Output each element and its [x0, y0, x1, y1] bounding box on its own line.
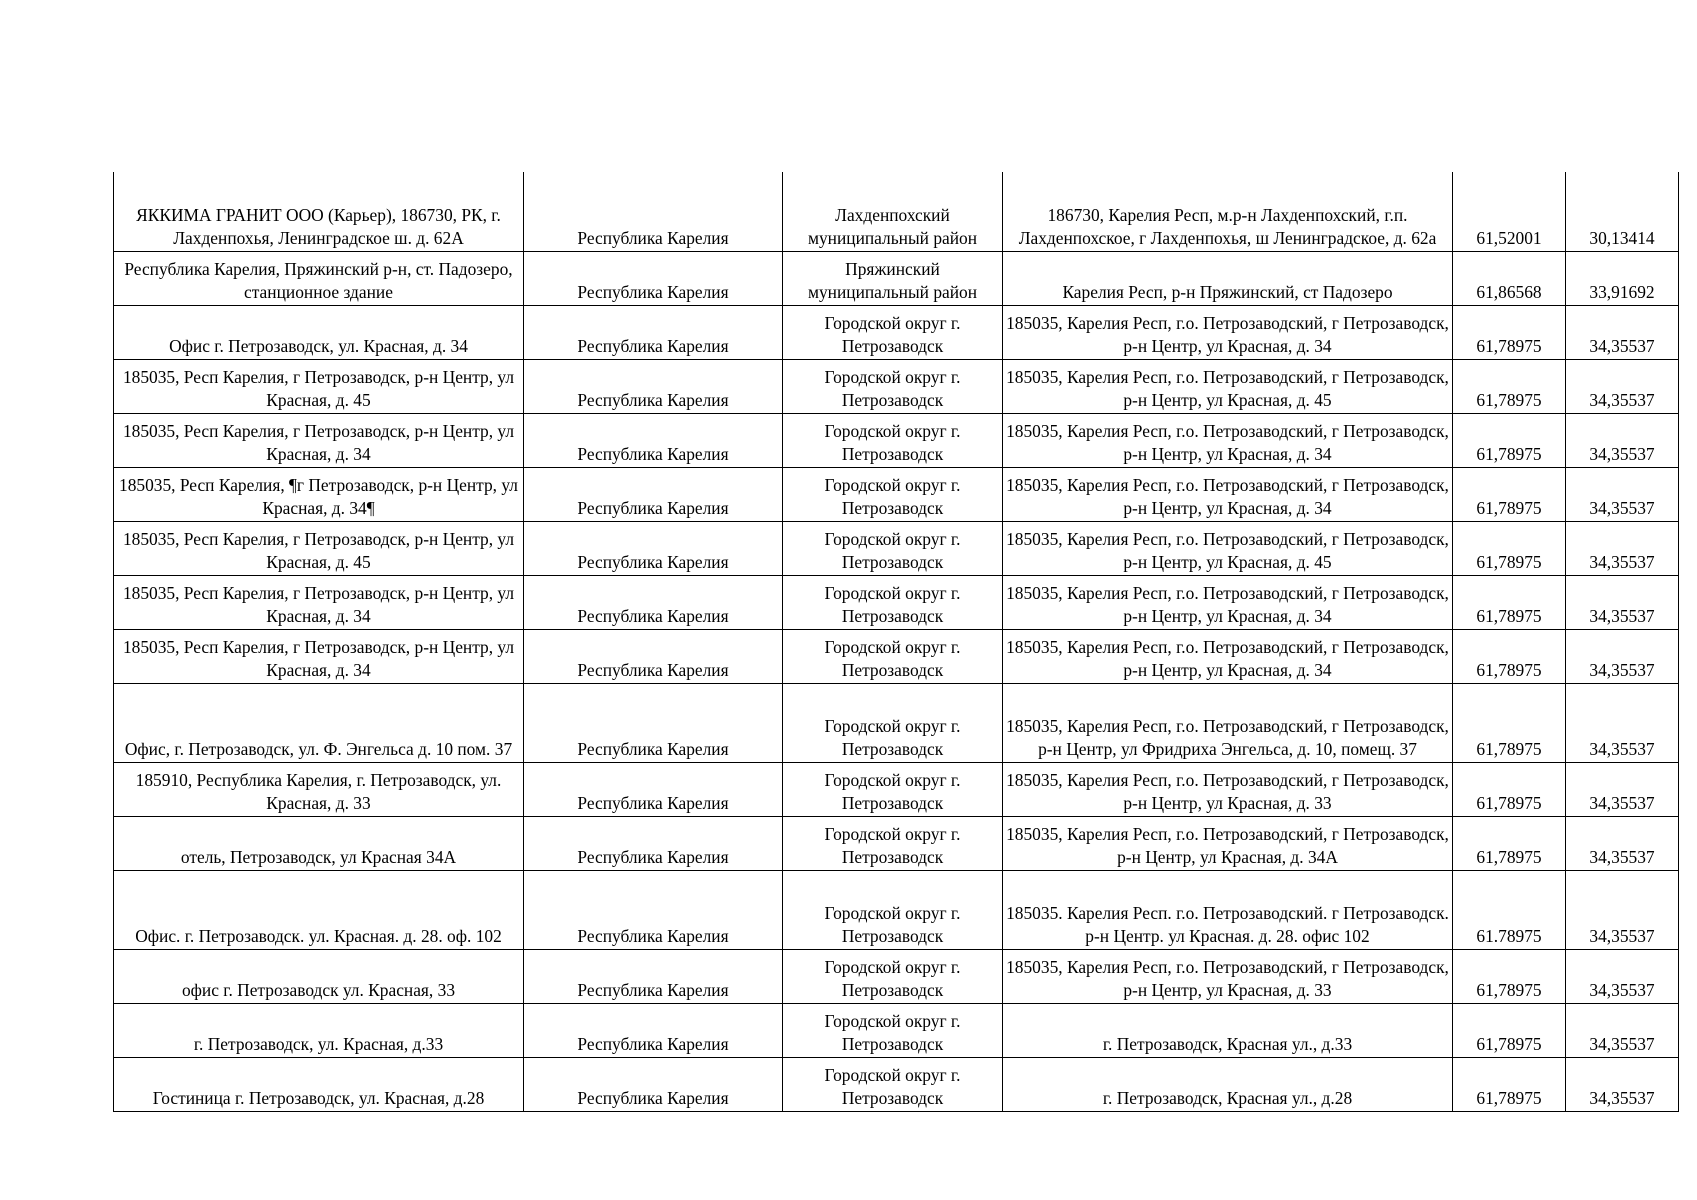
table-row	[114, 360, 1679, 414]
address-cell: 185035, Карелия Респ, г.о. Петрозаводский, г Петрозаводск, р-н Центр, ул Красная, д. 34	[1003, 576, 1453, 630]
table-row	[114, 414, 1679, 468]
table-row	[114, 763, 1679, 817]
latitude-cell: 61,78975	[1453, 306, 1566, 360]
region-cell: Республика Карелия	[524, 1004, 783, 1058]
object-name-cell: ЯККИМА ГРАНИТ ООО (Карьер), 186730, РК, г. Лахденпохья, Ленинградское ш. д. 62А	[114, 172, 524, 252]
locations-table	[113, 172, 1679, 1112]
table-row	[114, 1004, 1679, 1058]
region-cell: Республика Карелия	[524, 172, 783, 252]
latitude-cell: 61,78975	[1453, 684, 1566, 763]
address-cell: г. Петрозаводск, Красная ул., д.33	[1003, 1004, 1453, 1058]
address-cell: 185035. Карелия Респ. г.о. Петрозаводский. г Петрозаводск. р-н Центр. ул Красная. д. 28. офис 102	[1003, 871, 1453, 950]
address-cell: Карелия Респ, р-н Пряжинский, ст Падозеро	[1003, 252, 1453, 306]
district-cell: Городской округ г. Петрозаводск	[783, 414, 1003, 468]
object-name-cell: 185035, Респ Карелия, г Петрозаводск, р-н Центр, ул Красная, д. 34	[114, 630, 524, 684]
latitude-cell: 61,78975	[1453, 763, 1566, 817]
longitude-cell: 30,13414	[1566, 172, 1679, 252]
address-cell: 185035, Карелия Респ, г.о. Петрозаводский, г Петрозаводск, р-н Центр, ул Красная, д. 33	[1003, 763, 1453, 817]
object-name-cell: 185035, Респ Карелия, г Петрозаводск, р-н Центр, ул Красная, д. 34	[114, 414, 524, 468]
region-cell: Республика Карелия	[524, 684, 783, 763]
district-cell: Городской округ г. Петрозаводск	[783, 950, 1003, 1004]
longitude-cell: 34,35537	[1566, 950, 1679, 1004]
longitude-cell: 34,35537	[1566, 684, 1679, 763]
district-cell: Пряжинский муниципальный район	[783, 252, 1003, 306]
district-cell: Городской округ г. Петрозаводск	[783, 576, 1003, 630]
object-name-cell: отель, Петрозаводск, ул Красная 34А	[114, 817, 524, 871]
region-cell: Республика Карелия	[524, 468, 783, 522]
table-row	[114, 306, 1679, 360]
region-cell: Республика Карелия	[524, 763, 783, 817]
district-cell: Городской округ г. Петрозаводск	[783, 817, 1003, 871]
table-row	[114, 1058, 1679, 1112]
region-cell: Республика Карелия	[524, 630, 783, 684]
district-cell: Городской округ г. Петрозаводск	[783, 360, 1003, 414]
latitude-cell: 61,78975	[1453, 630, 1566, 684]
latitude-cell: 61,78975	[1453, 950, 1566, 1004]
latitude-cell: 61,78975	[1453, 1004, 1566, 1058]
latitude-cell: 61,78975	[1453, 360, 1566, 414]
district-cell: Городской округ г. Петрозаводск	[783, 871, 1003, 950]
region-cell: Республика Карелия	[524, 817, 783, 871]
address-cell: 185035, Карелия Респ, г.о. Петрозаводский, г Петрозаводск, р-н Центр, ул Красная, д. 45	[1003, 360, 1453, 414]
region-cell: Республика Карелия	[524, 1058, 783, 1112]
object-name-cell: 185035, Респ Карелия, ¶г Петрозаводск, р-н Центр, ул Красная, д. 34¶	[114, 468, 524, 522]
table-row	[114, 172, 1679, 252]
object-name-cell: 185035, Респ Карелия, г Петрозаводск, р-н Центр, ул Красная, д. 45	[114, 360, 524, 414]
table-row	[114, 522, 1679, 576]
object-name-cell: офис г. Петрозаводск ул. Красная, 33	[114, 950, 524, 1004]
table-row	[114, 630, 1679, 684]
longitude-cell: 34,35537	[1566, 576, 1679, 630]
longitude-cell: 34,35537	[1566, 414, 1679, 468]
longitude-cell: 34,35537	[1566, 630, 1679, 684]
district-cell: Городской округ г. Петрозаводск	[783, 468, 1003, 522]
latitude-cell: 61,78975	[1453, 817, 1566, 871]
address-cell: 185035, Карелия Респ, г.о. Петрозаводский, г Петрозаводск, р-н Центр, ул Фридриха Энгельса, д. 10, помещ. 37	[1003, 684, 1453, 763]
latitude-cell: 61,52001	[1453, 172, 1566, 252]
address-cell: г. Петрозаводск, Красная ул., д.28	[1003, 1058, 1453, 1112]
address-cell: 185035, Карелия Респ, г.о. Петрозаводский, г Петрозаводск, р-н Центр, ул Красная, д. 45	[1003, 522, 1453, 576]
district-cell: Лахденпохский муниципальный район	[783, 172, 1003, 252]
district-cell: Городской округ г. Петрозаводск	[783, 1004, 1003, 1058]
object-name-cell: Офис г. Петрозаводск, ул. Красная, д. 34	[114, 306, 524, 360]
object-name-cell: Республика Карелия, Пряжинский р-н, ст. Падозеро, станционное здание	[114, 252, 524, 306]
object-name-cell: 185035, Респ Карелия, г Петрозаводск, р-н Центр, ул Красная, д. 34	[114, 576, 524, 630]
table-row	[114, 684, 1679, 763]
address-cell: 185035, Карелия Респ, г.о. Петрозаводский, г Петрозаводск, р-н Центр, ул Красная, д. 34	[1003, 468, 1453, 522]
region-cell: Республика Карелия	[524, 306, 783, 360]
latitude-cell: 61,78975	[1453, 576, 1566, 630]
table-row	[114, 871, 1679, 950]
region-cell: Республика Карелия	[524, 360, 783, 414]
object-name-cell: 185035, Респ Карелия, г Петрозаводск, р-н Центр, ул Красная, д. 45	[114, 522, 524, 576]
longitude-cell: 34,35537	[1566, 468, 1679, 522]
region-cell: Республика Карелия	[524, 252, 783, 306]
region-cell: Республика Карелия	[524, 871, 783, 950]
address-cell: 185035, Карелия Респ, г.о. Петрозаводский, г Петрозаводск, р-н Центр, ул Красная, д. 34	[1003, 414, 1453, 468]
longitude-cell: 34,35537	[1566, 1058, 1679, 1112]
longitude-cell: 34,35537	[1566, 360, 1679, 414]
region-cell: Республика Карелия	[524, 414, 783, 468]
district-cell: Городской округ г. Петрозаводск	[783, 306, 1003, 360]
district-cell: Городской округ г. Петрозаводск	[783, 1058, 1003, 1112]
latitude-cell: 61,86568	[1453, 252, 1566, 306]
address-cell: 186730, Карелия Респ, м.р-н Лахденпохский, г.п. Лахденпохское, г Лахденпохья, ш Ленинградское, д. 62а	[1003, 172, 1453, 252]
address-cell: 185035, Карелия Респ, г.о. Петрозаводский, г Петрозаводск, р-н Центр, ул Красная, д. 34	[1003, 630, 1453, 684]
latitude-cell: 61,78975	[1453, 1058, 1566, 1112]
object-name-cell: Гостиница г. Петрозаводск, ул. Красная, д.28	[114, 1058, 524, 1112]
longitude-cell: 34,35537	[1566, 306, 1679, 360]
longitude-cell: 34,35537	[1566, 871, 1679, 950]
address-cell: 185035, Карелия Респ, г.о. Петрозаводский, г Петрозаводск, р-н Центр, ул Красная, д. 33	[1003, 950, 1453, 1004]
object-name-cell: г. Петрозаводск, ул. Красная, д.33	[114, 1004, 524, 1058]
object-name-cell: Офис, г. Петрозаводск, ул. Ф. Энгельса д. 10 пом. 37	[114, 684, 524, 763]
longitude-cell: 34,35537	[1566, 817, 1679, 871]
district-cell: Городской округ г. Петрозаводск	[783, 630, 1003, 684]
region-cell: Республика Карелия	[524, 522, 783, 576]
object-name-cell: 185910, Республика Карелия, г. Петрозаводск, ул. Красная, д. 33	[114, 763, 524, 817]
longitude-cell: 33,91692	[1566, 252, 1679, 306]
district-cell: Городской округ г. Петрозаводск	[783, 522, 1003, 576]
object-name-cell: Офис. г. Петрозаводск. ул. Красная. д. 28. оф. 102	[114, 871, 524, 950]
latitude-cell: 61,78975	[1453, 522, 1566, 576]
table-row	[114, 950, 1679, 1004]
table-row	[114, 252, 1679, 306]
table-row	[114, 576, 1679, 630]
latitude-cell: 61,78975	[1453, 414, 1566, 468]
district-cell: Городской округ г. Петрозаводск	[783, 684, 1003, 763]
region-cell: Республика Карелия	[524, 950, 783, 1004]
longitude-cell: 34,35537	[1566, 522, 1679, 576]
district-cell: Городской округ г. Петрозаводск	[783, 763, 1003, 817]
region-cell: Республика Карелия	[524, 576, 783, 630]
address-cell: 185035, Карелия Респ, г.о. Петрозаводский, г Петрозаводск, р-н Центр, ул Красная, д. 34	[1003, 306, 1453, 360]
table-row	[114, 817, 1679, 871]
latitude-cell: 61,78975	[1453, 468, 1566, 522]
table-row	[114, 468, 1679, 522]
longitude-cell: 34,35537	[1566, 1004, 1679, 1058]
address-cell: 185035, Карелия Респ, г.о. Петрозаводский, г Петрозаводск, р-н Центр, ул Красная, д. 34А	[1003, 817, 1453, 871]
longitude-cell: 34,35537	[1566, 763, 1679, 817]
latitude-cell: 61.78975	[1453, 871, 1566, 950]
